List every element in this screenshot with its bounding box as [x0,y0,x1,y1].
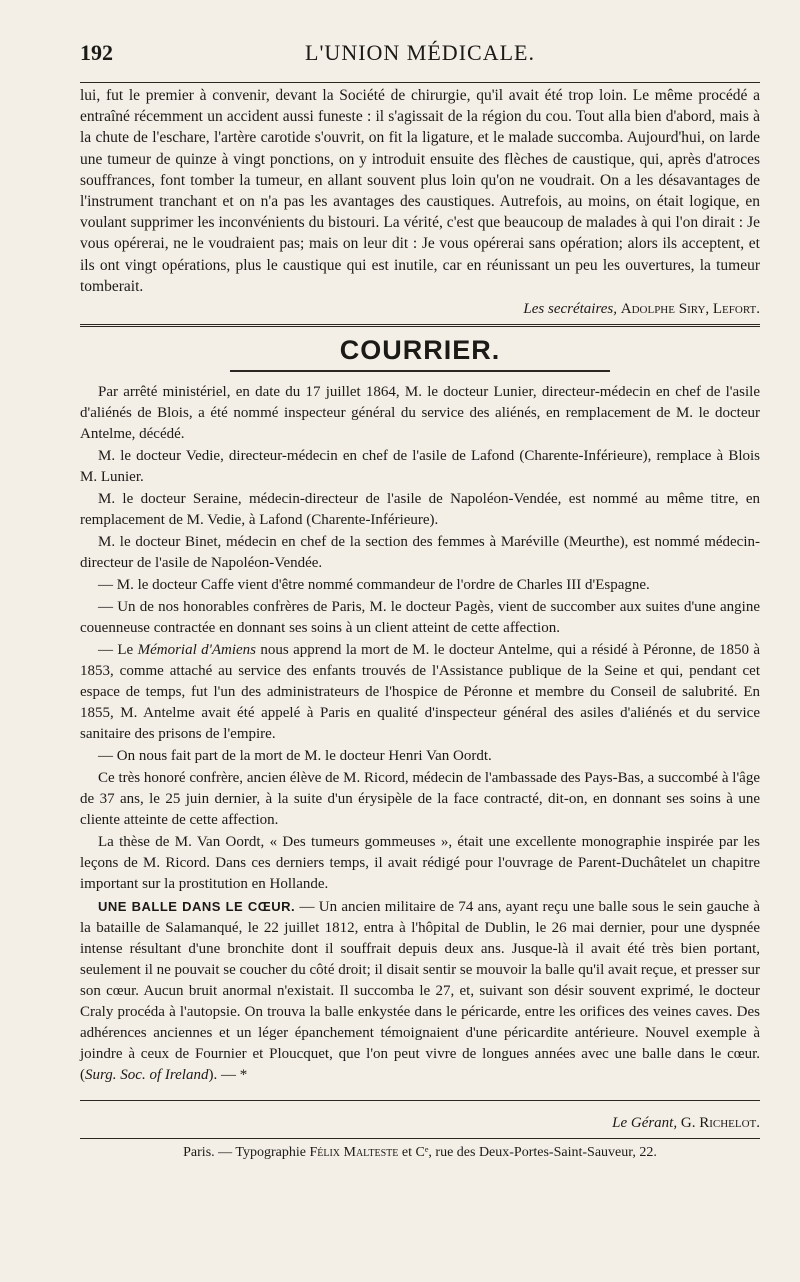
imprint-line [80,1145,760,1161]
imprint-printer: Félix Malteste [309,1145,399,1161]
header-rule [80,82,760,83]
section-divider [80,324,760,327]
title-underline [230,370,610,372]
balle-lead: UNE BALLE DANS LE CŒUR. [98,899,296,915]
gerant-label: Le Gérant, [612,1115,678,1132]
footer-rule-top [80,1100,760,1101]
news-paragraph: Par arrêté ministériel, en date du 17 juillet 1864, M. le docteur Lunier, directeur-médecin en chef de l'asile d'aliénés de Blois, a été nommé inspecteur général du service des aliénés, en remplacement de M. le docteur Antelme, décédé. [80,384,760,443]
balle-text: — Un ancien militaire de 74 ans, ayant reçu une balle sous le sein gauche à la bataille de Salamanqué, le 22 juillet 1812, entra à l'hôpital de Dublin, le 26 mai dernier, pour une dyspnée intense résultant d'une bronchite dont il souffrait depuis deux ans. Jusque-là il avait été très bien portant, seulement il ne pouvait se coucher du côté droit; il disait sentir se mouvoir la balle qu'il avait reçue, et presser sur son cœur. Aucun bruit anormal n'existait. Il succomba le 27, et, suivant son désir souvent exprimé, le docteur Craly procéda à l'autopsie. On trouva la balle enkystée dans le péricarde, entre les orifices des veines caves. Des adhérences anciennes et un léger épanchement témoignaient d'une péricardite antérieure. Nouvel exemple à joindre à ceux de Fournier et Ploucquet, que l'on peut vivre de longues années avec une balle dans le cœur. ( [80,899,760,1084]
imprint-prefix: Paris. — Typographie [183,1145,310,1161]
news-paragraph: M. le docteur Vedie, directeur-médecin en chef de l'asile de Lafond (Charente-Inférieure), remplace à Blois M. Lunier. [80,448,760,486]
secretaries-signature [80,301,760,318]
memorial-paragraph [80,640,760,745]
signature-label: Les secrétaires, [523,301,617,318]
memorial-journal: Mémorial d'Amiens [137,642,257,659]
news-paragraph: M. le docteur Binet, médecin en chef de la section des femmes à Maréville (Meurthe), est nommé médecin-directeur de l'asile de Napoléon-Vendée. [80,534,760,572]
imprint-suffix: et Cᵉ, rue des Deux-Portes-Saint-Sauveur, 22. [398,1145,657,1161]
memorial-rest: nous apprend la mort de M. le docteur Antelme, qui a résidé à Péronne, de 1850 à 1853, comme attaché au service des enfants trouvés de l'Assistance publique de la Seine et qui, pendant cet espace de temps, fut l'un des administrateurs de l'hospice de Péronne et membre du Conseil de salubrité. En 1855, M. Antelme avait été appelé à Paris en qualité d'inspecteur général des asiles d'aliénés et du service sanitaire des prisons de l'empire. [80,642,760,743]
footer-rule-bottom [80,1138,760,1139]
page-number: 192 [80,40,113,65]
memorial-prefix: — Le [98,642,138,659]
news-paragraph: — M. le docteur Caffe vient d'être nommé commandeur de l'ordre de Charles III d'Espagne. [98,577,650,594]
balle-paragraph [80,896,760,1086]
courrier-body [80,382,760,1086]
news-paragraph: — On nous fait part de la mort de M. le docteur Henri Van Oordt. [98,748,492,765]
section-title-text: COURRIER. [339,335,501,366]
gerant-signature [80,1115,760,1132]
section-title [80,335,760,366]
balle-source: Surg. Soc. of Ireland [85,1067,209,1084]
news-paragraph: M. le docteur Seraine, médecin-directeur de l'asile de Napoléon-Vendée, est nommé au même titre, en remplacement de M. Vedie, à Lafond (Charente-Inférieure). [80,491,760,529]
news-paragraph: La thèse de M. Van Oordt, « Des tumeurs gommeuses », était une excellente monographie inspirée par les leçons de M. Ricord. Dans ces derniers temps, il avait rédigé pour l'ouvrage de Parent-Duchâtelet un chapitre important sur la prostitution en Hollande. [80,834,760,893]
news-paragraph: Ce très honoré confrère, ancien élève de M. Ricord, médecin de l'ambassade des Pays-Bas, a succombé à l'âge de 37 ans, le 25 juin dernier, à la suite d'un érysipèle de la face contracté, dit-on, en donnant ses soins à une cliente atteinte de cette affection. [80,770,760,829]
gerant-name: G. Richelot. [680,1115,760,1132]
balle-end: ). — * [208,1067,248,1084]
page-header [80,40,760,80]
intro-paragraph: lui, fut le premier à convenir, devant la Société de chirurgie, qu'il avait été trop loin. Le même procédé a entraîné récemment un accident aussi funeste : il s'agissait de la région du cou. Tout alla bien d'abord, mais à la chute de l'eschare, l'artère carotide s'ouvrit, on fit la ligature, et le malade succomba. Aujourd'hui, on larde une tumeur de quinze à vingt ponctions, on y introduit ensuite des flèches de caustique, qui, après d'atroces souffrances, font tomber la tumeur, en allant souvent plus loin qu'on ne voudrait. On a les désavantages de l'instrument tranchant et on n'a pas les avantages des caustiques. Autrefois, au moins, on était logique, en voulant supprimer les inconvénients du bistouri. La vérité, c'est que beaucoup de malades à qui l'on dirait : Je vous opérerai, ne le voudraient pas; mais on leur dit : Je vous opérerai sans opération; alors ils acceptent, et ils ont vingt opérations, plus le caustique qui est inutile, car en réunissant un peu les ouvertures, la tumeur tomberait. [80,87,760,295]
running-head: L'UNION MÉDICALE. [305,40,535,65]
signature-names: Adolphe Siry, Lefort. [620,301,760,318]
news-paragraph: — Un de nos honorables confrères de Paris, M. le docteur Pagès, vient de succomber aux suites d'une angine couenneuse contractée en donnant ses soins à un client atteint de cette affection. [80,599,760,637]
intro-text [80,85,760,297]
